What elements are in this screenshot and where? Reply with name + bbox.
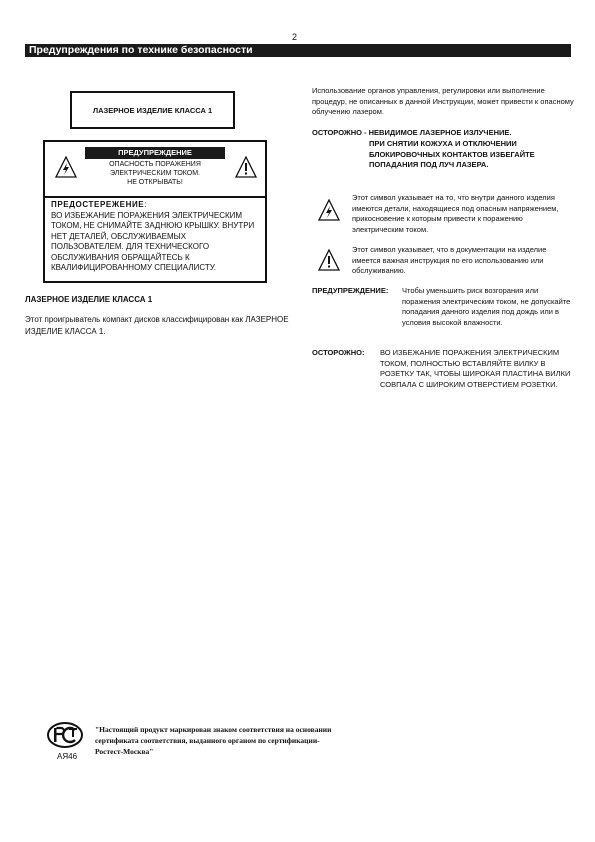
laser-class-paragraph: Этот проигрыватель компакт дисков классифицирован как ЛАЗЕРНОЕ ИЗДЕЛИЕ КЛАССА 1. <box>25 315 289 336</box>
warning-lines <box>85 160 225 187</box>
certification-mark-icon <box>45 720 85 750</box>
warning-line: ЭЛЕКТРИЧЕСКИМ ТОКОМ. <box>109 170 200 177</box>
laser-class-heading: ЛАЗЕРНОЕ ИЗДЕЛИЕ КЛАССА 1 <box>25 295 153 304</box>
certification-code: АЯ46 <box>57 752 78 761</box>
lightning-warning-icon <box>55 156 77 178</box>
lightning-symbol-icon <box>318 199 340 221</box>
page-number: 2 <box>292 32 298 42</box>
lightning-symbol-description: Этот символ указывает на то, что внутри данного изделия имеются детали, находящиеся под опасным напряжением, прикосновение к которым привести к поражению электрическим током. <box>352 193 559 234</box>
warning-line: НЕ ОТКРЫВАТЬ! <box>127 179 183 186</box>
plug-caution-label: ОСТОРОЖНО: <box>312 348 365 357</box>
laser-class-label <box>70 91 235 129</box>
moisture-warning-text: Чтобы уменьшить риск возгорания или поражения электрическим током, не допускайте попадания данного изделия под дождь или в условия высокой влажности. <box>402 286 571 327</box>
warning-heading: ПРЕДУПРЕЖДЕНИЕ <box>85 147 225 159</box>
caution-box: ПРЕДОСТЕРЕЖЕНИЕ: ВО ИЗБЕЖАНИЕ ПОРАЖЕНИЯ ЭЛЕКТРИЧЕСКИМ ТОКОМ, НЕ СНИМАЙТЕ ЗАДНЮЮ КРЫШКУ. ВНУТРИ НЕТ ДЕТАЛЕЙ, ОБСЛУЖИВАЕМЫХ ПОЛЬЗОВАТЕЛЕМ. ДЛЯ ТЕХНИЧЕСКОГО ОБСЛУЖИВАНИЯ ОБРАЩАЙТЕСЬ К КВАЛИФИЦИРОВАННОМУ СПЕЦИАЛИСТУ. <box>43 197 267 283</box>
exclamation-warning-icon <box>235 156 257 178</box>
warning-line: ОПАСНОСТЬ ПОРАЖЕНИЯ <box>109 161 201 168</box>
controls-intro: Использование органов управления, регулировки или выполнение процедур, не описанных в данной Инструкции, может привести к опасному облучению лазером. <box>312 86 574 116</box>
exclamation-symbol-description: Этот символ указывает, что в документации на изделие имеется важная инструкция по его использованию или обслуживанию. <box>352 245 547 275</box>
caution-text: ВО ИЗБЕЖАНИЕ ПОРАЖЕНИЯ ЭЛЕКТРИЧЕСКИМ ТОКОМ, НЕ СНИМАЙТЕ ЗАДНЮЮ КРЫШКУ. ВНУТРИ НЕТ ДЕТАЛЕЙ, ОБСЛУЖИВАЕМЫХ ПОЛЬЗОВАТЕЛЕМ. ДЛЯ ТЕХНИЧЕСКОГО ОБСЛУЖИВАНИЯ ОБРАЩАЙТЕСЬ К КВАЛИФИЦИРОВАННОМУ СПЕЦИАЛИСТУ. <box>51 210 255 272</box>
exclamation-symbol-icon <box>318 249 340 271</box>
certification-text: "Настоящий продукт маркирован знаком соответствия на основании сертификата соответствия, выданного органом по сертификации-Ростест-Москва" <box>95 725 332 756</box>
warning-label-box <box>43 140 267 198</box>
laser-class-text: ЛАЗЕРНОЕ ИЗДЕЛИЕ КЛАССА 1 <box>92 105 213 115</box>
plug-caution-text: ВО ИЗБЕЖАНИЕ ПОРАЖЕНИЯ ЭЛЕКТРИЧЕСКИМ ТОКОМ, ПОЛНОСТЬЮ ВСТАВЛЯЙТЕ ВИЛКУ В РОЗЕТКУ ТАК, ЧТОБЫ ШИРОКАЯ ПЛАСТИНА ВИЛКИ СОВПАЛА С ШИРОКИМ ОТВЕРСТИЕМ РОЗЕТКИ. <box>380 348 571 389</box>
laser-caution-text: ПРИ СНЯТИИ КОЖУХА И ОТКЛЮЧЕНИИ БЛОКИРОВОЧНЫХ КОНТАКТОВ ИЗБЕГАЙТЕ ПОПАДАНИЯ ПОД ЛУЧ ЛАЗЕРА. <box>369 139 535 169</box>
moisture-warning-label: ПРЕДУПРЕЖДЕНИЕ: <box>312 286 389 295</box>
page-title: Предупреждения по технике безопасности <box>25 44 571 57</box>
caution-heading: ПРЕДОСТЕРЕЖЕНИЕ <box>51 200 145 209</box>
laser-caution-label: ОСТОРОЖНО - НЕВИДИМОЕ ЛАЗЕРНОЕ ИЗЛУЧЕНИЕ. <box>312 128 512 137</box>
